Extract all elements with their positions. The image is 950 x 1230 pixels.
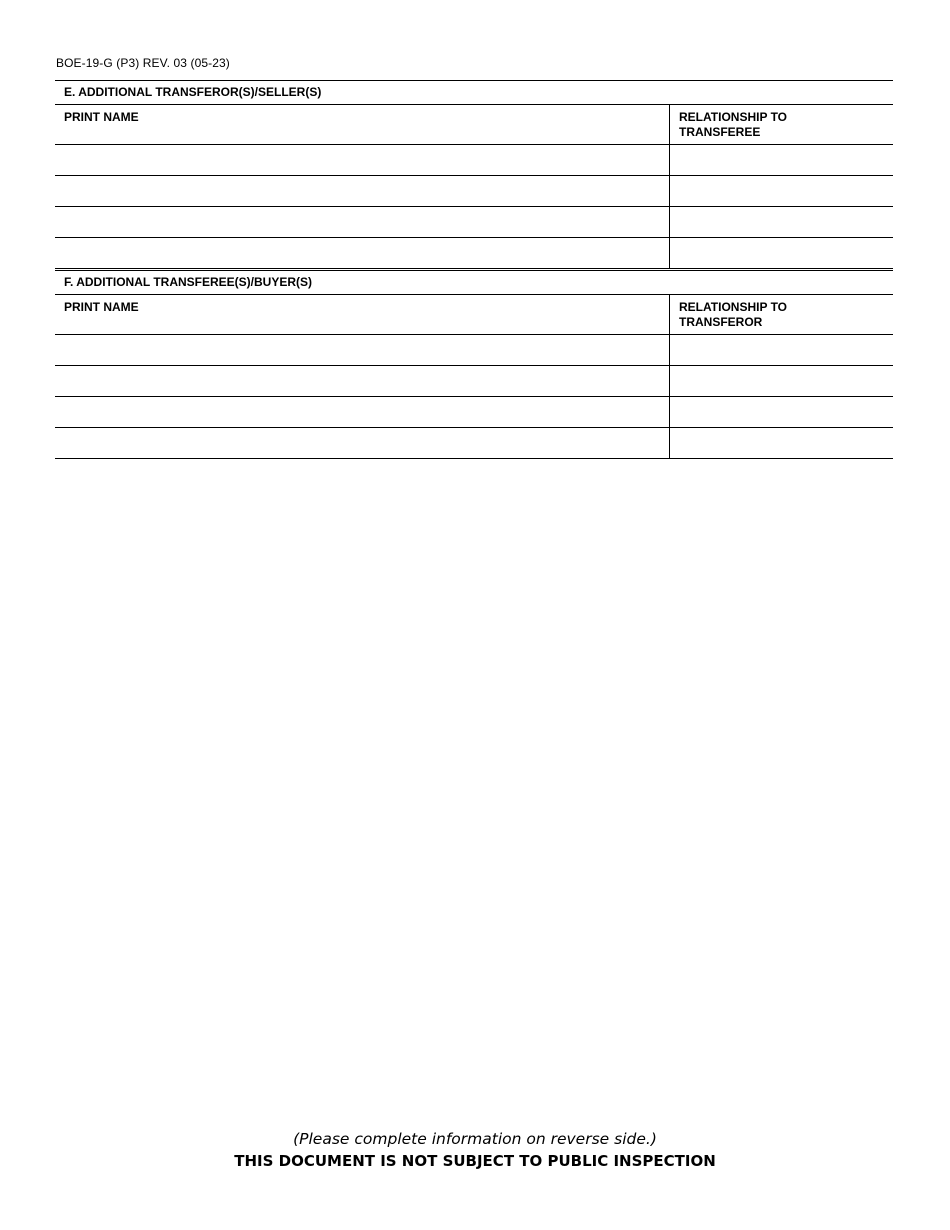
print-name-field[interactable] bbox=[55, 428, 670, 458]
print-name-field[interactable] bbox=[55, 176, 670, 206]
page-footer bbox=[0, 1128, 950, 1172]
section-additional-transferors bbox=[55, 80, 893, 269]
column-header-relationship-label: RELATIONSHIP TO TRANSFEROR bbox=[679, 300, 788, 329]
column-header-print-name: PRINT NAME bbox=[55, 295, 670, 334]
column-header-relationship bbox=[670, 295, 893, 334]
print-name-field[interactable] bbox=[55, 238, 670, 268]
relationship-field[interactable] bbox=[670, 428, 893, 458]
table-row bbox=[55, 335, 893, 366]
relationship-field[interactable] bbox=[670, 397, 893, 427]
form-id: BOE-19-G (P3) REV. 03 (05-23) bbox=[56, 56, 230, 70]
print-name-field[interactable] bbox=[55, 207, 670, 237]
relationship-field[interactable] bbox=[670, 176, 893, 206]
relationship-field[interactable] bbox=[670, 238, 893, 268]
relationship-field[interactable] bbox=[670, 335, 893, 365]
relationship-field[interactable] bbox=[670, 145, 893, 175]
table-row bbox=[55, 366, 893, 397]
table-header-row bbox=[55, 105, 893, 145]
section-title: E. ADDITIONAL TRANSFEROR(S)/SELLER(S) bbox=[55, 81, 893, 105]
reverse-side-note: (Please complete information on reverse side.) bbox=[293, 1130, 657, 1148]
section-title: F. ADDITIONAL TRANSFEREE(S)/BUYER(S) bbox=[55, 271, 893, 295]
column-header-print-name: PRINT NAME bbox=[55, 105, 670, 144]
section-additional-transferees bbox=[55, 270, 893, 459]
public-inspection-warning: THIS DOCUMENT IS NOT SUBJECT TO PUBLIC INSPECTION bbox=[234, 1152, 716, 1170]
table-row bbox=[55, 238, 893, 269]
print-name-field[interactable] bbox=[55, 366, 670, 396]
relationship-field[interactable] bbox=[670, 207, 893, 237]
table-row bbox=[55, 145, 893, 176]
table-row bbox=[55, 176, 893, 207]
column-header-relationship bbox=[670, 105, 893, 144]
table-row bbox=[55, 207, 893, 238]
print-name-field[interactable] bbox=[55, 145, 670, 175]
table-header-row bbox=[55, 295, 893, 335]
column-header-relationship-label: RELATIONSHIP TO TRANSFEREE bbox=[679, 110, 788, 139]
relationship-field[interactable] bbox=[670, 366, 893, 396]
print-name-field[interactable] bbox=[55, 397, 670, 427]
table-row bbox=[55, 428, 893, 459]
table-row bbox=[55, 397, 893, 428]
print-name-field[interactable] bbox=[55, 335, 670, 365]
